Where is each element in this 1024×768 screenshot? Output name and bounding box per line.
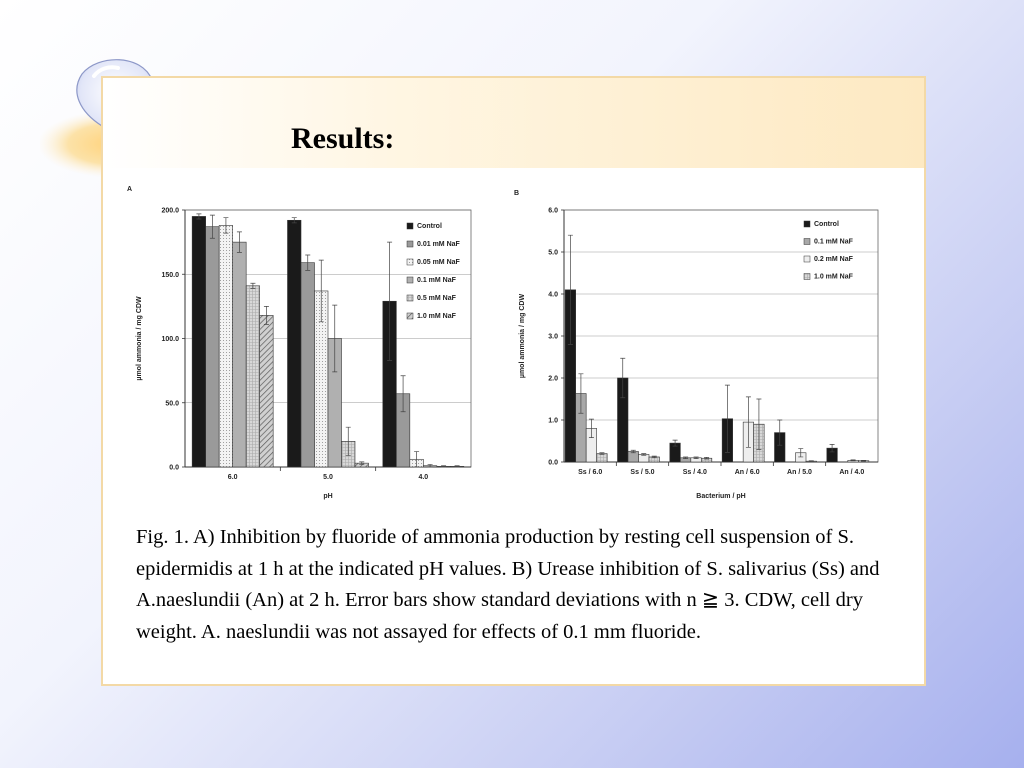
title-band [103, 78, 924, 168]
legend-entry: 0.5 mM NaF [417, 295, 456, 302]
y-axis-label: µmol ammonia / mg CDW [136, 296, 143, 381]
y-tick-label: 100.0 [161, 336, 179, 343]
legend-swatch [804, 256, 810, 262]
legend-entry: Control [417, 223, 442, 230]
y-tick-label: 4.0 [548, 291, 558, 299]
x-tick-label: An / 5.0 [787, 469, 812, 476]
y-tick-label: 0.0 [169, 464, 179, 472]
legend-entry: 0.01 mM NaF [417, 241, 460, 248]
figure-caption: Fig. 1. A) Inhibition by fluoride of ammonia production by resting cell suspension of S. epidermidis at 1 h at the indicated pH values. B) Urease inhibition of S. salivarius (Ss) and A.naeslundii (An) at 2 h. Error bars show standard deviations with n ≧ 3. CDW, cell dry weight. A. naeslundii was not assayed for effects of 0.1 mm fluoride. [136, 526, 880, 643]
slide-title: Results: [291, 122, 395, 155]
chart-svg [123, 183, 486, 503]
bar-0-1-mm-naf-6-0 [233, 242, 247, 467]
legend-entry: 0.1 mM NaF [814, 238, 853, 246]
legend-swatch [407, 277, 413, 283]
legend-entry: 1.0 mM NaF [814, 273, 853, 281]
panel-label: A [127, 186, 133, 193]
x-tick-label: Ss / 5.0 [630, 469, 655, 476]
legend-swatch [407, 259, 413, 265]
bar-1-0-mm-naf-6-0 [260, 315, 274, 467]
x-tick-label: 5.0 [323, 474, 333, 481]
legend-swatch [407, 241, 413, 247]
y-tick-label: 6.0 [548, 207, 558, 215]
y-tick-label: 1.0 [548, 417, 558, 425]
bar-0-5-mm-naf-6-0 [246, 286, 260, 467]
y-axis-label: µmol ammonia / mg CDW [519, 293, 526, 379]
chart-b [510, 187, 881, 503]
y-tick-label: 150.0 [161, 271, 179, 279]
x-tick-label: An / 4.0 [839, 469, 865, 476]
bar-0-05-mm-naf-6-0 [219, 225, 233, 467]
legend-swatch [804, 221, 810, 227]
y-tick-label: 0.0 [548, 459, 558, 467]
legend-entry: 0.05 mM NaF [417, 259, 460, 266]
legend-swatch [804, 239, 810, 245]
legend-entry: Control [814, 221, 839, 228]
y-tick-label: 5.0 [548, 249, 558, 257]
legend-entry: 0.1 mM NaF [417, 277, 456, 284]
x-tick-label: Ss / 6.0 [578, 469, 603, 476]
chart-svg [510, 187, 881, 503]
x-tick-label: 6.0 [227, 474, 238, 481]
y-tick-label: 3.0 [548, 333, 558, 341]
legend-swatch [407, 223, 413, 229]
bar-control-5-0 [288, 220, 302, 467]
x-axis-label: pH [323, 493, 333, 500]
y-tick-label: 50.0 [165, 400, 179, 408]
x-tick-label: 4.0 [418, 474, 429, 481]
legend-swatch [407, 295, 413, 301]
bar-0-01-mm-naf-6-0 [206, 227, 220, 467]
x-tick-label: Ss / 4.0 [682, 469, 707, 476]
x-axis-label: Bacterium / pH [696, 493, 746, 500]
x-tick-label: An / 6.0 [734, 469, 760, 476]
chart-a [123, 183, 486, 503]
y-tick-label: 2.0 [548, 375, 558, 383]
bar-control-6-0 [192, 216, 206, 467]
legend-swatch [407, 313, 413, 319]
y-tick-label: 200.0 [161, 207, 179, 215]
bar-1-0-mm-naf-ss-6-0 [597, 454, 608, 462]
legend-swatch [804, 274, 810, 280]
legend-entry: 0.2 mM NaF [814, 256, 853, 263]
bar-0-01-mm-naf-5-0 [301, 263, 315, 467]
panel-label: B [514, 190, 520, 197]
legend-entry: 1.0 mM NaF [417, 313, 456, 320]
